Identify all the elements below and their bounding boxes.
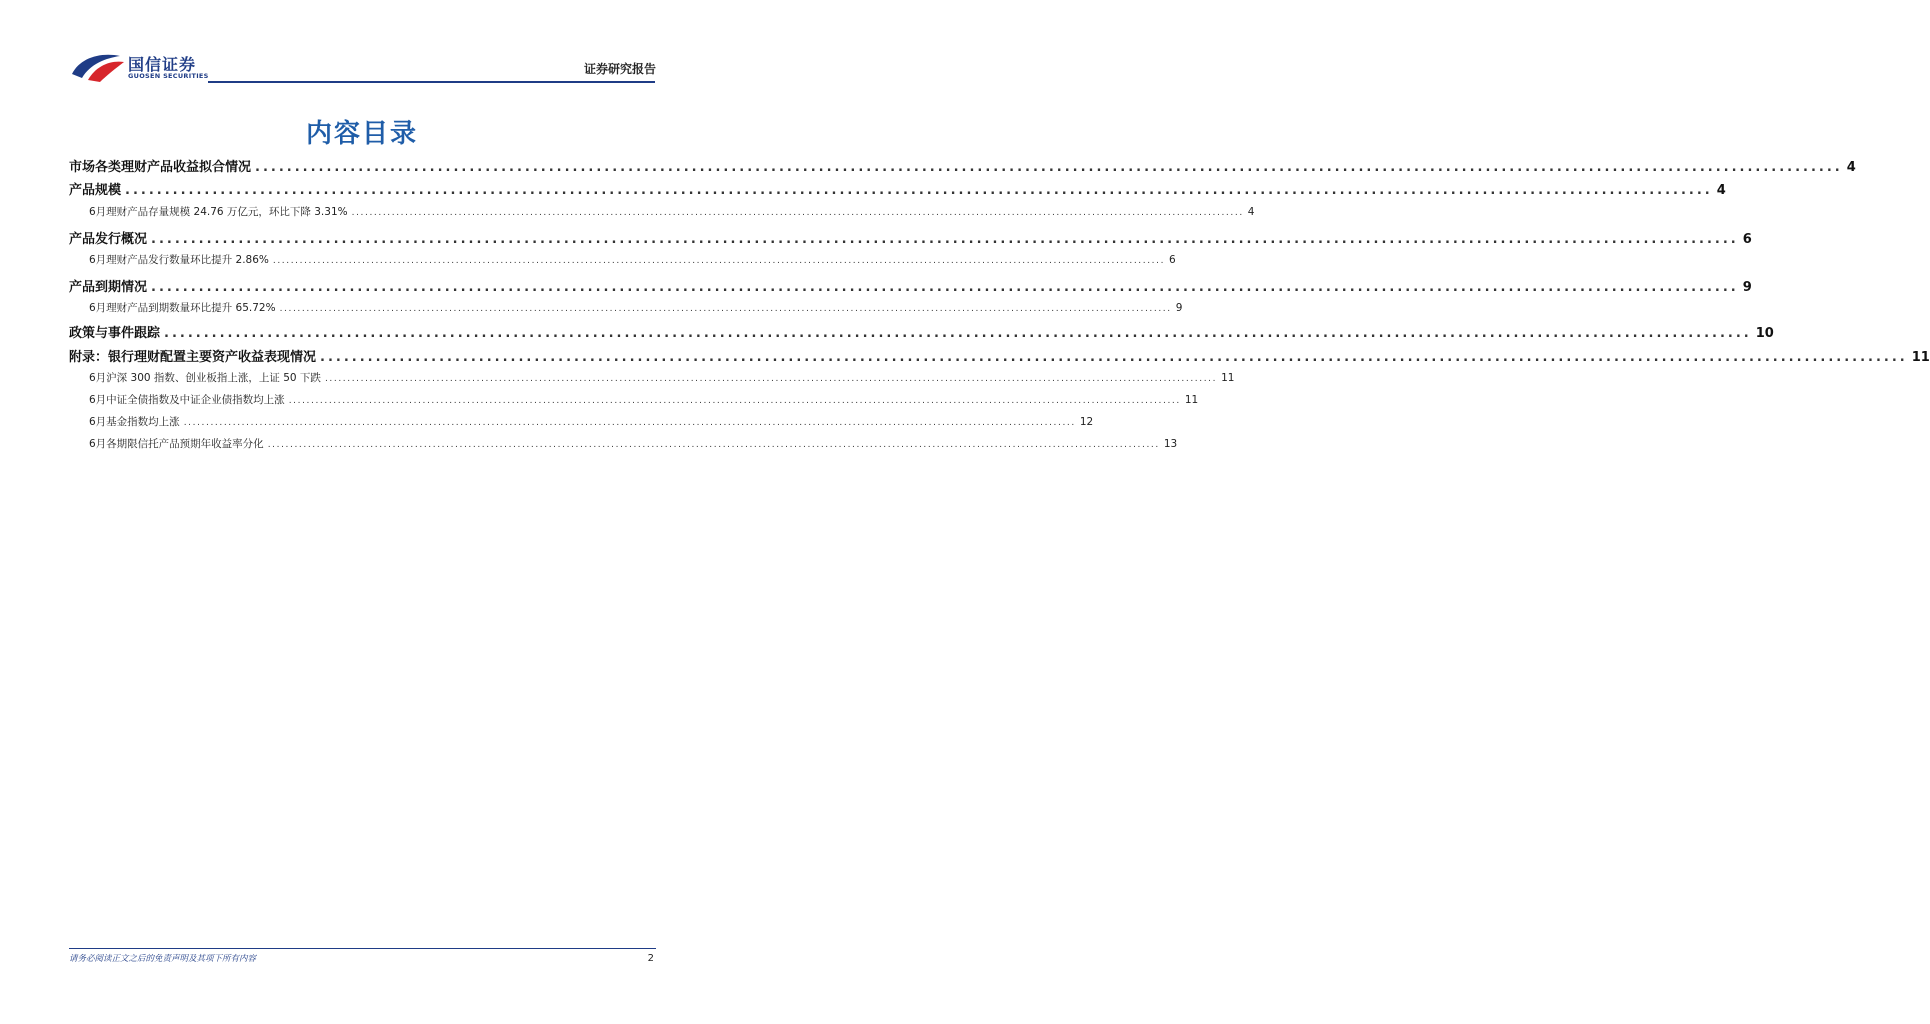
footer-divider bbox=[69, 948, 656, 949]
toc-entry-label: 6月各期限信托产品预期年收益率分化 bbox=[89, 438, 264, 450]
toc-leader-dots: ........................................................................................................................................................................................................ bbox=[151, 280, 1739, 295]
toc-leader-dots: ........................................................................................................................................................................................................ bbox=[164, 326, 1752, 341]
toc-entry-subsection[interactable] bbox=[69, 392, 1199, 407]
toc-leader-dots: ........................................................................................................................................................................................................ bbox=[272, 256, 1166, 266]
toc-entry-page: 11 bbox=[1184, 394, 1199, 406]
toc-entry-subsection[interactable] bbox=[69, 370, 1235, 385]
toc-entry-page: 6 bbox=[1169, 254, 1176, 266]
toc-leader-dots: ........................................................................................................................................................................................................ bbox=[151, 232, 1739, 247]
toc-leader-dots: ........................................................................................................................................................................................................ bbox=[125, 183, 1713, 198]
guosen-logo-icon bbox=[70, 50, 126, 84]
page-number: 2 bbox=[647, 953, 654, 964]
toc-entry-section[interactable] bbox=[69, 156, 1856, 175]
toc-leader-dots: ........................................................................................................................................................................................................ bbox=[324, 374, 1218, 384]
toc-entry-page: 4 bbox=[1846, 160, 1856, 175]
page-header bbox=[0, 0, 724, 90]
toc-entry-label: 6月基金指数均上涨 bbox=[89, 416, 180, 428]
toc-leader-dots: ........................................................................................................................................................................................................ bbox=[255, 160, 1843, 175]
toc-entry-label: 产品发行概况 bbox=[69, 232, 148, 247]
toc-entry-page: 4 bbox=[1247, 206, 1255, 218]
toc-leader-dots: ........................................................................................................................................................................................................ bbox=[279, 304, 1172, 314]
toc-entry-section[interactable] bbox=[69, 346, 1930, 365]
logo-text-en: GUOSEN SECURITIES bbox=[128, 72, 209, 80]
toc-entry-label: 附录：银行理财配置主要资产收益表现情况 bbox=[69, 350, 317, 365]
toc-leader-dots: ........................................................................................................................................................................................................ bbox=[320, 350, 1908, 365]
toc-entry-section[interactable] bbox=[69, 228, 1752, 247]
logo-text-cn: 国信证券 bbox=[128, 55, 197, 74]
toc-entry-label: 政策与事件跟踪 bbox=[69, 326, 161, 341]
toc-entry-subsection[interactable] bbox=[69, 204, 1255, 219]
toc-entry-subsection[interactable] bbox=[69, 252, 1176, 267]
toc-entry-label: 市场各类理财产品收益拟合情况 bbox=[69, 160, 252, 175]
company-logo bbox=[70, 50, 220, 84]
toc-entry-label: 产品到期情况 bbox=[69, 280, 148, 295]
toc-entry-section[interactable] bbox=[69, 322, 1774, 341]
toc-entry-subsection[interactable] bbox=[69, 414, 1094, 429]
header-divider bbox=[208, 81, 655, 83]
toc-entry-page: 4 bbox=[1716, 183, 1726, 198]
toc-entry-page: 11 bbox=[1221, 372, 1235, 384]
toc-entry-page: 6 bbox=[1742, 232, 1752, 247]
footer-disclaimer: 请务必阅读正文之后的免责声明及其项下所有内容 bbox=[69, 954, 257, 964]
toc-entry-page: 13 bbox=[1163, 438, 1178, 450]
toc-entry-label: 6月理财产品存量规模 24.76 万亿元，环比下降 3.31% bbox=[89, 206, 348, 218]
toc-entry-page: 11 bbox=[1911, 350, 1930, 365]
toc-leader-dots: ........................................................................................................................................................................................................ bbox=[183, 418, 1076, 428]
toc-leader-dots: ........................................................................................................................................................................................................ bbox=[351, 208, 1244, 218]
toc-entry-page: 12 bbox=[1079, 416, 1094, 428]
toc-entry-page: 10 bbox=[1755, 326, 1774, 341]
toc-entry-section[interactable] bbox=[69, 179, 1726, 198]
toc-entry-label: 产品规模 bbox=[69, 183, 122, 198]
toc-entry-label: 6月理财产品到期数量环比提升 65.72% bbox=[89, 302, 276, 314]
toc-leader-dots: ........................................................................................................................................................................................................ bbox=[288, 396, 1181, 406]
toc-entry-subsection[interactable] bbox=[69, 436, 1178, 451]
toc-title: 内容目录 bbox=[305, 119, 418, 149]
toc-entry-section[interactable] bbox=[69, 276, 1752, 295]
toc-entry-label: 6月理财产品发行数量环比提升 2.86% bbox=[89, 254, 269, 266]
toc-entry-page: 9 bbox=[1175, 302, 1183, 314]
toc-leader-dots: ........................................................................................................................................................................................................ bbox=[267, 440, 1160, 450]
report-type-label: 证券研究报告 bbox=[583, 62, 656, 76]
toc-entry-label: 6月中证全债指数及中证企业债指数均上涨 bbox=[89, 394, 285, 406]
toc-entry-page: 9 bbox=[1742, 280, 1752, 295]
toc-entry-subsection[interactable] bbox=[69, 300, 1183, 315]
toc-entry-label: 6月沪深 300 指数、创业板指上涨，上证 50 下跌 bbox=[89, 372, 321, 384]
